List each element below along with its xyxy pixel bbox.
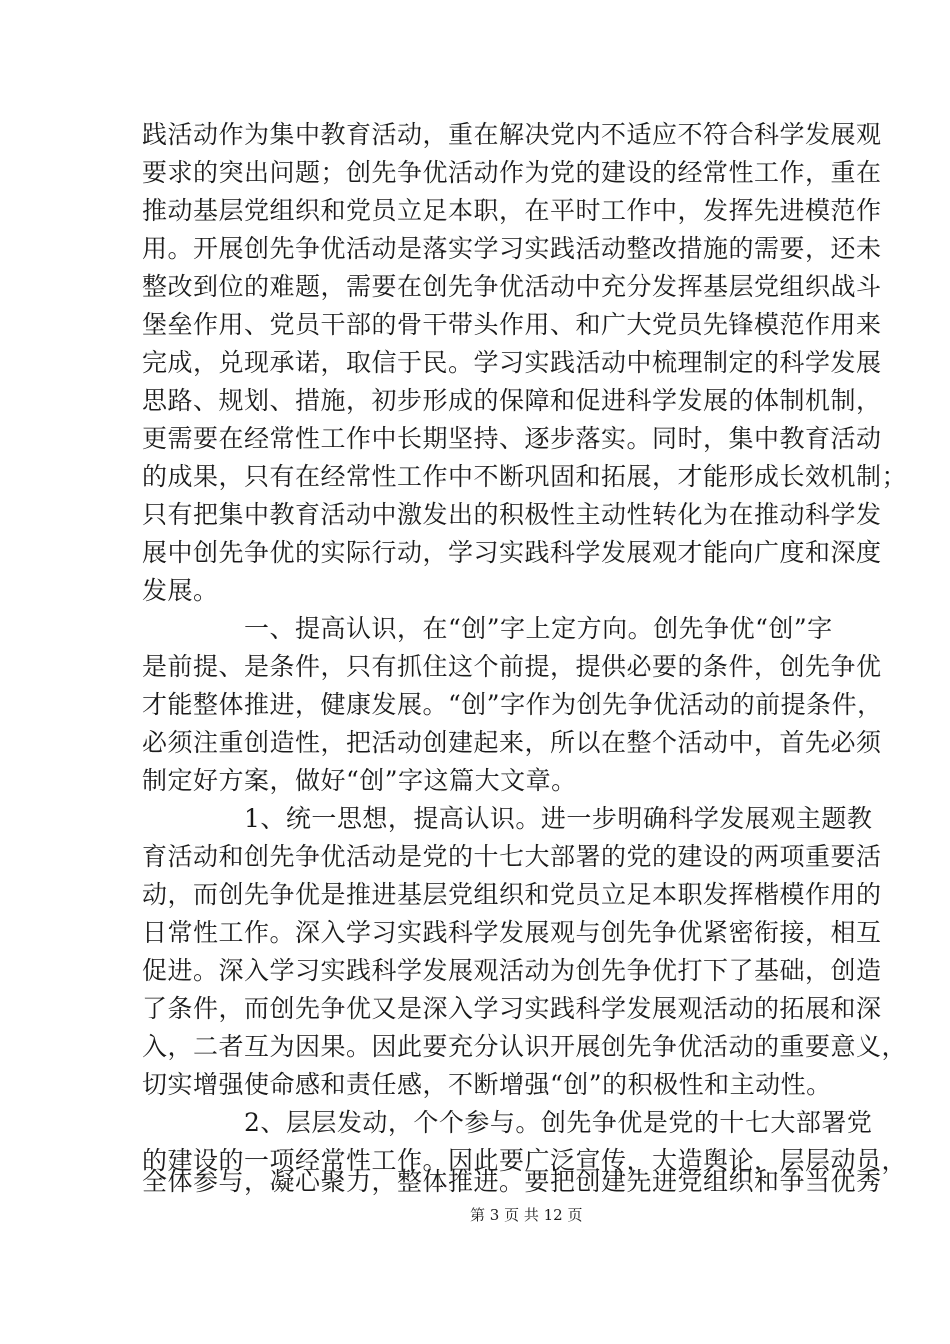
text-line: 完成，兑现承诺，取信于民。学习实践活动中梳理制定的科学发展 (142, 348, 882, 377)
text-line: 的建设的一项经常性工作。因此要广泛宣传，大造舆论，层层动员， (142, 1146, 908, 1175)
text-line: 动，而创先争优是推进基层党组织和党员立足本职发挥楷模作用的 (142, 880, 882, 909)
text-line: 才能整体推进，健康发展。“创”字作为创先争优活动的前提条件， (142, 690, 883, 719)
text-line: 制定好方案，做好“创”字这篇大文章。 (142, 766, 577, 795)
text-line: 必须注重创造性，把活动创建起来，所以在整个活动中，首先必须 (142, 728, 882, 757)
text-line: 推动基层党组织和党员立足本职，在平时工作中，发挥先进模范作 (142, 196, 882, 225)
section-heading: 一、提高认识，在“创”字上定方向。创先争优“创”字 (244, 614, 833, 643)
text-line: 堡垒作用、党员干部的骨干带头作用、和广大党员先锋模范作用来 (142, 310, 882, 339)
text-line: 要求的突出问题；创先争优活动作为党的建设的经常性工作，重在 (142, 158, 882, 187)
text-line: 入，二者互为因果。因此要充分认识开展创先争优活动的重要意义， (142, 1032, 908, 1061)
text-line: 更需要在经常性工作中长期坚持、逐步落实。同时，集中教育活动 (142, 424, 882, 453)
text-line: 整改到位的难题，需要在创先争优活动中充分发挥基层党组织战斗 (142, 272, 882, 301)
text-line: 只有把集中教育活动中激发出的积极性主动性转化为在推动科学发 (142, 500, 882, 529)
text-line: 践活动作为集中教育活动，重在解决党内不适应不符合科学发展观 (142, 120, 882, 149)
text-line: 促进。深入学习实践科学发展观活动为创先争优打下了基础，创造 (142, 956, 882, 985)
text-line: 的成果，只有在经常性工作中不断巩固和拓展，才能形成长效机制； (142, 462, 908, 491)
text-line: 了条件，而创先争优又是深入学习实践科学发展观活动的拓展和深 (142, 994, 882, 1023)
subsection-heading: 1、统一思想，提高认识。进一步明确科学发展观主题教 (244, 804, 873, 833)
text-line: 日常性工作。深入学习实践科学发展观与创先争优紧密衔接，相互 (142, 918, 882, 947)
text-line: 是前提、是条件，只有抓住这个前提，提供必要的条件，创先争优 (142, 652, 882, 681)
text-line: 全体参与，凝心聚力，整体推进。要把创建先进党组织和争当优秀 (142, 1167, 882, 1196)
text-line: 展中创先争优的实际行动，学习实践科学发展观才能向广度和深度 (142, 538, 882, 567)
text-line: 育活动和创先争优活动是党的十七大部署的党的建设的两项重要活 (142, 842, 882, 871)
text-line: 发展。 (142, 576, 219, 605)
page-number-footer: 第 3 页 共 12 页 (470, 1206, 583, 1224)
subsection-heading: 2、层层发动，个个参与。创先争优是党的十七大部署党 (244, 1108, 873, 1137)
text-line: 切实增强使命感和责任感，不断增强“创”的积极性和主动性。 (142, 1070, 832, 1099)
text-line: 用。开展创先争优活动是落实学习实践活动整改措施的需要，还未 (142, 234, 882, 263)
text-line: 思路、规划、措施，初步形成的保障和促进科学发展的体制机制， (142, 386, 882, 415)
